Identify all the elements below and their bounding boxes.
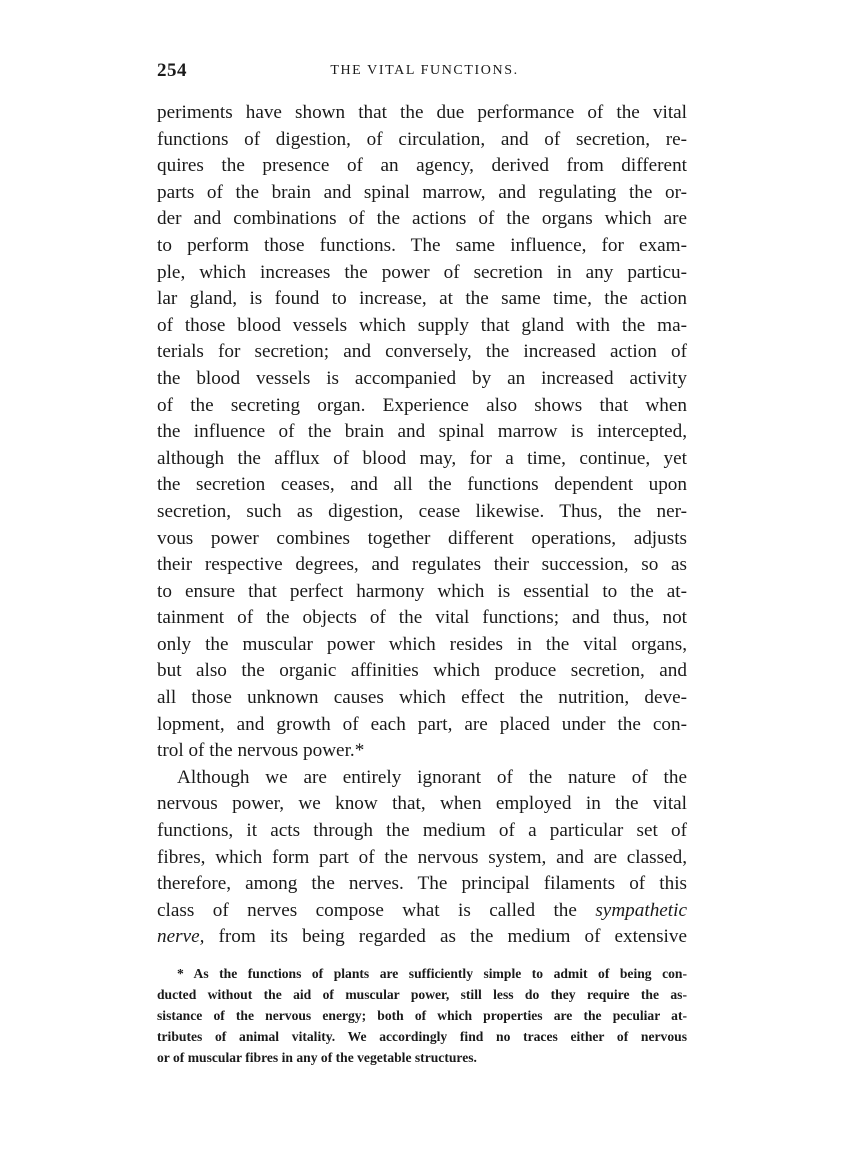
- text-line: nervous power, we know that, when employed in the vital: [157, 793, 687, 815]
- text-line: functions, it acts through the medium of a particular set of: [157, 820, 687, 842]
- footnote-line: ducted without the aid of muscular power, still less do they require the as-: [157, 987, 687, 1002]
- footnote-line: or of muscular fibres in any of the vegetable structures.: [157, 1050, 477, 1065]
- text-line: terials for secretion; and conversely, the increased action of: [157, 341, 687, 363]
- text-line: trol of the nervous power.*: [157, 740, 365, 762]
- page-header: [157, 60, 692, 88]
- text-line: lopment, and growth of each part, are placed under the con-: [157, 713, 687, 735]
- running-head: THE VITAL FUNCTIONS.: [330, 63, 519, 78]
- text-line: the blood vessels is accompanied by an increased activity: [157, 367, 687, 389]
- paragraph-2: [157, 765, 687, 951]
- text-line: parts of the brain and spinal marrow, and regulating the or-: [157, 181, 687, 203]
- text-line: [157, 924, 687, 951]
- text-line: quires the presence of an agency, derived from different: [157, 155, 687, 177]
- text-line: secretion, such as digestion, cease likewise. Thus, the ner-: [157, 500, 687, 522]
- text-line: of those blood vessels which supply that gland with the ma-: [157, 314, 687, 336]
- italic-term: sympathetic: [595, 899, 687, 921]
- text-line: their respective degrees, and regulates their succession, so as: [157, 554, 687, 576]
- text-line: the influence of the brain and spinal marrow is intercepted,: [157, 421, 687, 443]
- text-line: therefore, among the nerves. The principal filaments of this: [157, 873, 687, 895]
- page-number: 254: [157, 60, 187, 81]
- text-line: vous power combines together different operations, adjusts: [157, 527, 687, 549]
- footnote-line: tributes of animal vitality. We accordingly find no traces either of nervous: [157, 1029, 687, 1044]
- text-line: but also the organic affinities which produce secretion, and: [157, 660, 687, 682]
- text-line: to ensure that perfect harmony which is essential to the at-: [157, 580, 687, 602]
- text-line: periments have shown that the due performance of the vital: [157, 102, 687, 123]
- text-line: only the muscular power which resides in the vital organs,: [157, 633, 687, 655]
- text-line: der and combinations of the actions of the organs which are: [157, 208, 687, 230]
- text-line: all those unknown causes which effect the nutrition, deve-: [157, 687, 687, 709]
- text-line: tainment of the objects of the vital functions; and thus, not: [157, 607, 687, 629]
- paragraph-1: [157, 100, 687, 765]
- text-line: fibres, which form part of the nervous system, and are classed,: [157, 846, 687, 868]
- text-line: [157, 898, 687, 925]
- text-line: of the secreting organ. Experience also shows that when: [157, 394, 687, 416]
- text-segment: class of nerves compose what is called the: [157, 899, 596, 921]
- footnote-line: * As the functions of plants are sufficiently simple to admit of being con-: [177, 966, 687, 981]
- body-text: [157, 100, 687, 951]
- text-segment: from its being regarded as the medium of extensive: [204, 926, 687, 948]
- text-line: although the afflux of blood may, for a time, continue, yet: [157, 447, 687, 469]
- italic-term: nerve,: [157, 926, 205, 948]
- text-line: lar gland, is found to increase, at the same time, the action: [157, 288, 687, 310]
- text-line: to perform those functions. The same influence, for exam-: [157, 234, 687, 256]
- footnote: [157, 963, 687, 1068]
- text-line: ple, which increases the power of secretion in any particu-: [157, 261, 687, 283]
- text-line: functions of digestion, of circulation, and of secretion, re-: [157, 128, 687, 150]
- text-line: the secretion ceases, and all the functions dependent upon: [157, 474, 687, 496]
- text-line: Although we are entirely ignorant of the nature of the: [177, 766, 687, 788]
- footnote-line: sistance of the nervous energy; both of which properties are the peculiar at-: [157, 1008, 687, 1023]
